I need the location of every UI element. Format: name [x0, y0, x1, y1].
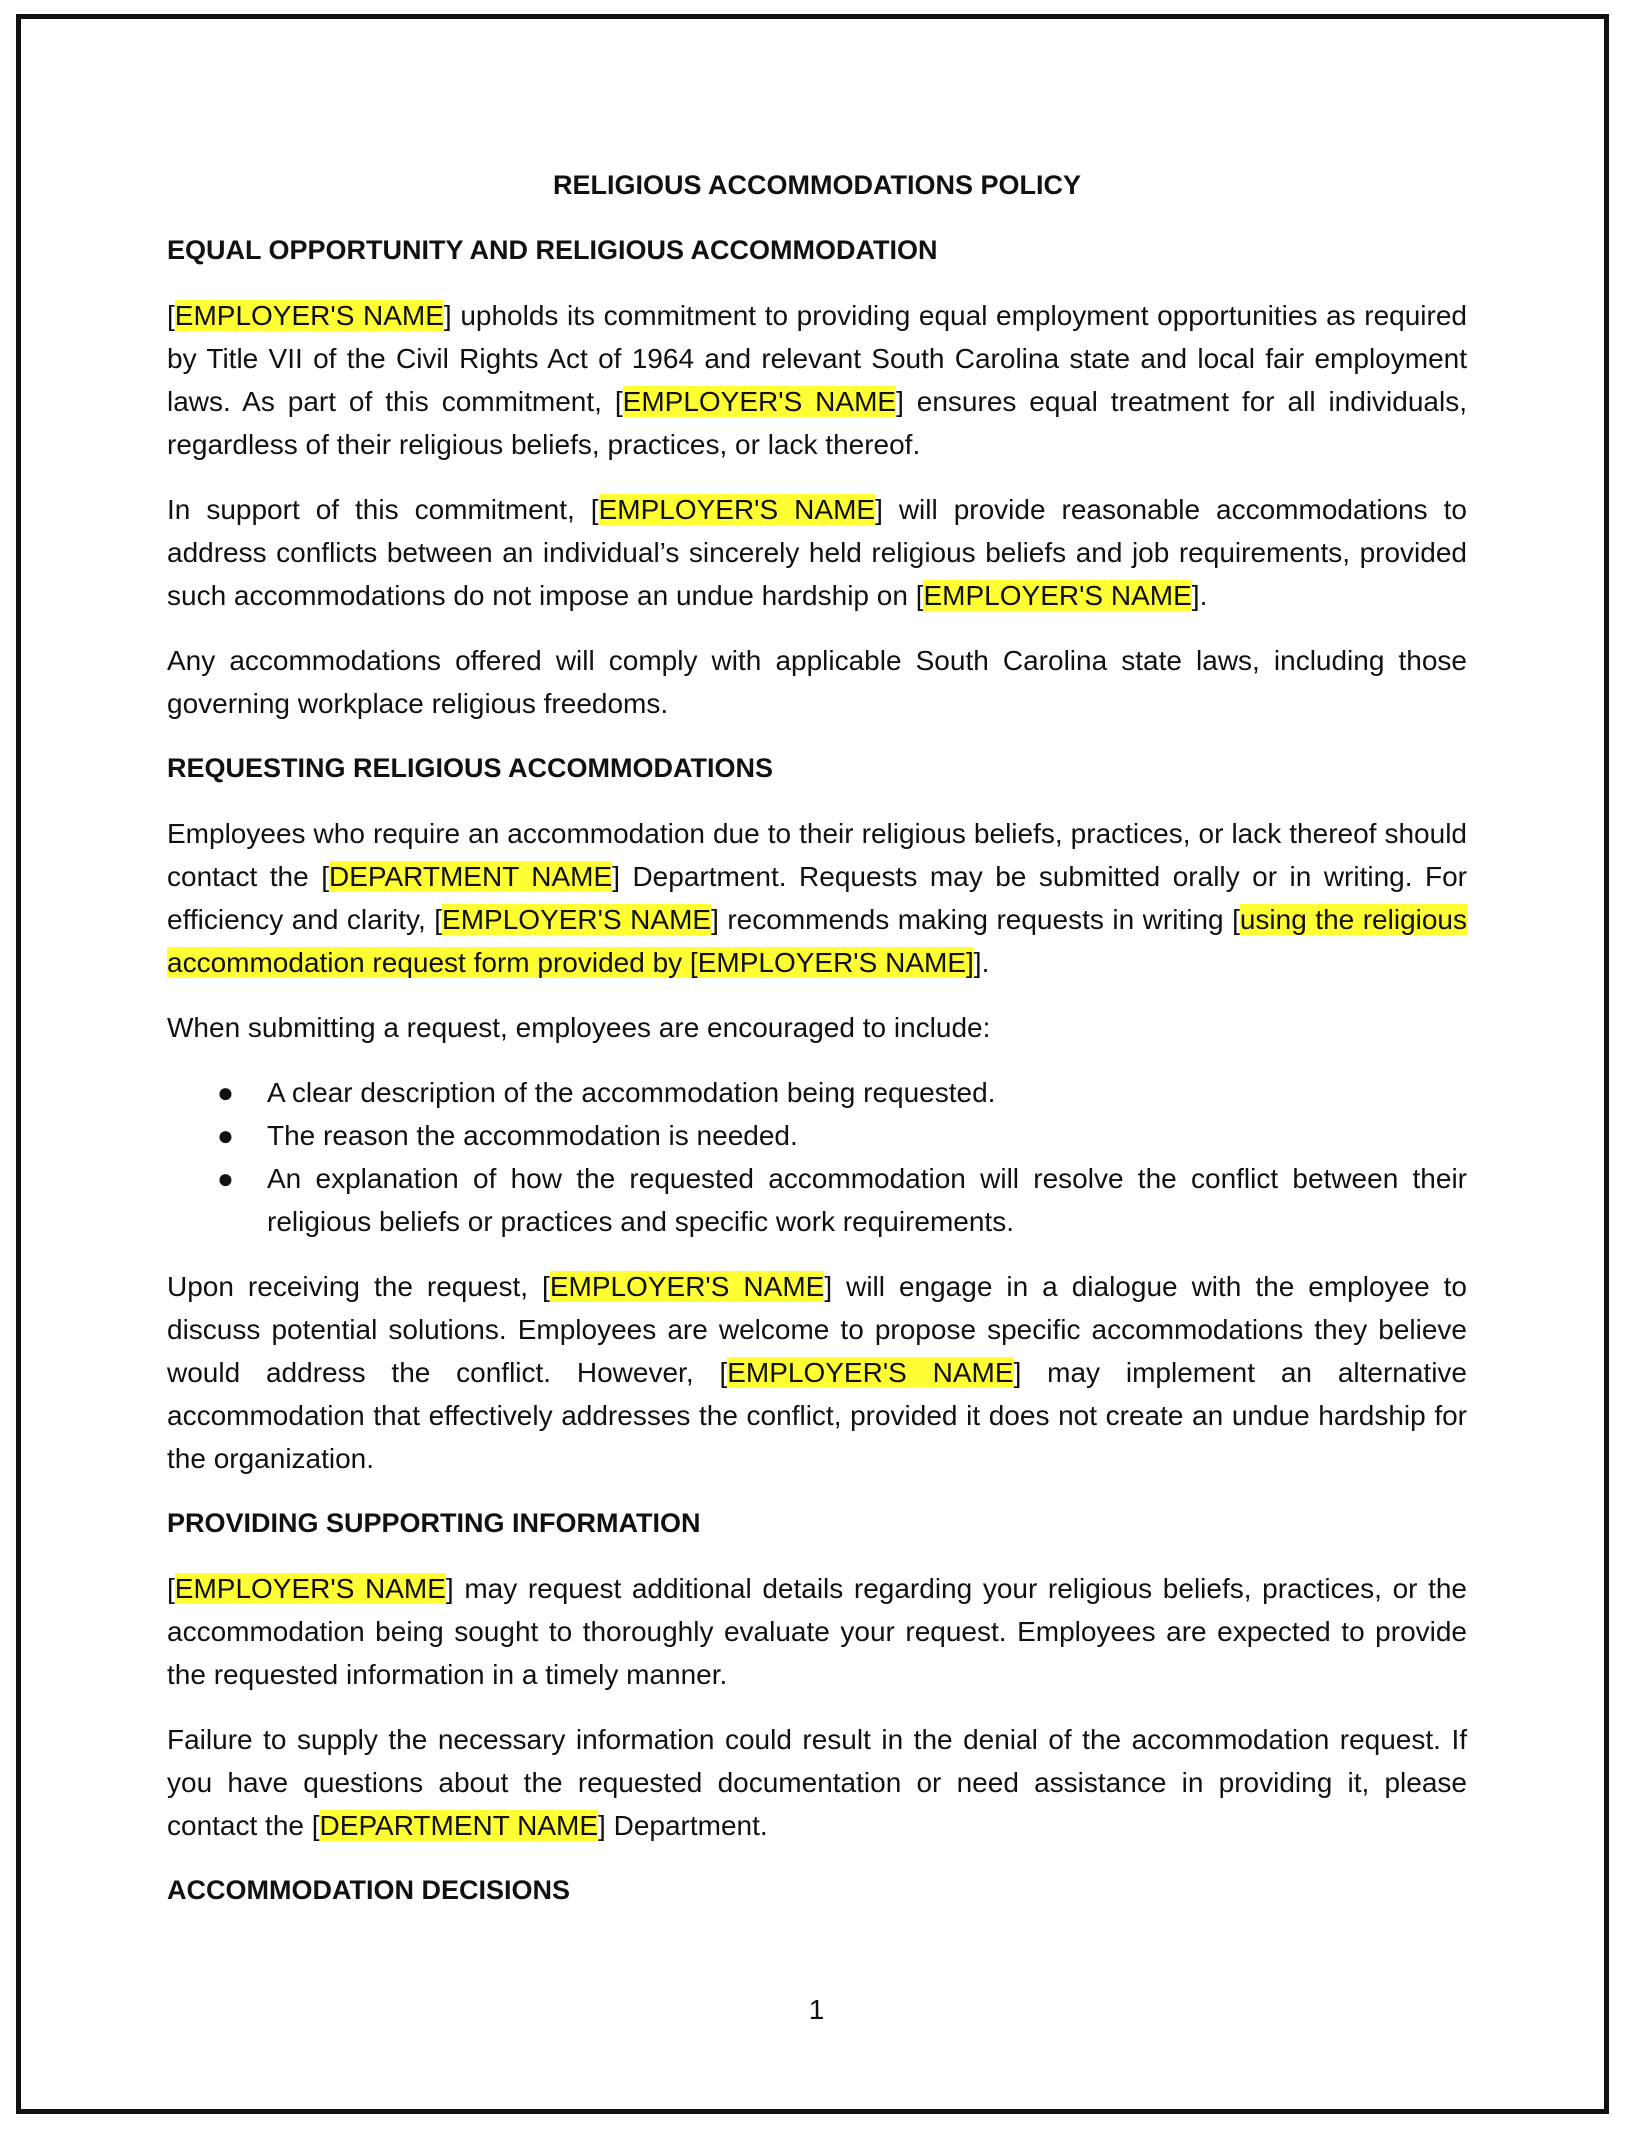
- placeholder-employer-name[interactable]: EMPLOYER'S NAME: [174, 1573, 446, 1604]
- placeholder-employer-name[interactable]: EMPLOYER'S NAME: [923, 580, 1192, 611]
- paragraph-commitment: [EMPLOYER'S NAME] upholds its commitment to providing equal employment opportunities as required by Title VII of the Civil Rights Act of 1964 and relevant South Carolina state and local fair employment laws. As part of this commitment, [EMPLOYER'S NAME] ensures equal treatment for all individuals, regardless of their religious beliefs, practices, or lack thereof.: [167, 300, 1468, 460]
- document-title: RELIGIOUS ACCOMMODATIONS POLICY: [552, 170, 1081, 200]
- paragraph-how-to-request: Employees who require an accommodation due to their religious beliefs, practices, or lack thereof should contact the [DEPARTMENT NAME] Department. Requests may be submitted orally or in writing. For efficiency and clarity, [EMPLOYER'S NAME] recommends making requests in writing [using the religious accommodation request form provided by [EMPLOYER'S NAME]].: [167, 818, 1468, 978]
- bullet-list: [167, 1071, 1467, 1243]
- list-item-text: The reason the accommodation is needed.: [267, 1120, 798, 1151]
- placeholder-department-name[interactable]: DEPARTMENT NAME: [319, 1810, 599, 1841]
- list-item-text: A clear description of the accommodation being requested.: [267, 1077, 996, 1108]
- placeholder-employer-name[interactable]: EMPLOYER'S NAME: [442, 904, 712, 935]
- paragraph-text: Department.: [605, 1810, 768, 1841]
- paragraph-text: .: [981, 947, 990, 978]
- paragraph-text: .: [1199, 580, 1208, 611]
- paragraph-reasonable-accommodations: In support of this commitment, [EMPLOYER'S NAME] will provide reasonable accommodations to address conflicts between an individual’s sincerely held religious beliefs and job requirements, provided such accommodations do not impose an undue hardship on [EMPLOYER'S NAME].: [167, 494, 1468, 611]
- paragraph-text: Department. Requests may be submitted orally or in writing. For efficiency and clarity,: [167, 861, 1468, 935]
- section-heading-requesting: REQUESTING RELIGIOUS ACCOMMODATIONS: [167, 753, 774, 783]
- placeholder-department-name[interactable]: DEPARTMENT NAME: [328, 861, 613, 892]
- paragraph-text: In support of this commitment,: [167, 494, 591, 525]
- placeholder-employer-name[interactable]: EMPLOYER'S NAME: [727, 1357, 1014, 1388]
- paragraph-text: Upon receiving the request,: [167, 1271, 543, 1302]
- list-item: [167, 1114, 1467, 1157]
- placeholder-employer-name[interactable]: EMPLOYER'S NAME: [598, 494, 876, 525]
- section-heading-accommodation-decisions: ACCOMMODATION DECISIONS: [167, 1875, 570, 1905]
- list-item: [167, 1157, 1467, 1243]
- paragraph-failure-to-supply: Failure to supply the necessary information could result in the denial of the accommodation request. If you have questions about the requested documentation or need assistance in providing it, please contact the [DEPARTMENT NAME] Department.: [167, 1724, 1467, 1841]
- paragraph-text: Failure to supply the necessary information could result in the denial of the accommodation request. If you have questions about the requested documentation or need assistance in providing it, please contact the: [167, 1724, 1467, 1841]
- section-heading-equal-opportunity: EQUAL OPPORTUNITY AND RELIGIOUS ACCOMMODATION: [167, 235, 938, 265]
- paragraph-text: upholds its commitment to providing equal employment opportunities as required by Title VII of the Civil Rights Act of 1964 and relevant South Carolina state and local fair employment laws. As part of this commitment,: [167, 300, 1468, 417]
- paragraph-text: ensures equal treatment for all individuals, regardless of their religious beliefs, practices, or lack thereof.: [167, 386, 1467, 460]
- paragraph-text: may request additional details regarding your religious beliefs, practices, or the accommodation being sought to thoroughly evaluate your request. Employees are expected to provide the requested information in a timely manner.: [167, 1573, 1468, 1690]
- paragraph-state-laws: Any accommodations offered will comply with applicable South Carolina state laws, including those governing workplace religious freedoms.: [167, 645, 1467, 719]
- paragraph-dialogue: Upon receiving the request, [EMPLOYER'S NAME] will engage in a dialogue with the employee to discuss potential solutions. Employees are welcome to propose specific accommodations they believe would address the conflict. However, [EMPLOYER'S NAME] may implement an alternative accommodation that effectively addresses the conflict, provided it does not create an undue hardship for the organization.: [167, 1271, 1468, 1474]
- paragraph-text: may implement an alternative accommodation that effectively addresses the conflict, provided it does not create an undue hardship for the organization.: [167, 1357, 1468, 1474]
- bullet-icon: ●: [217, 1163, 234, 1194]
- section-heading-supporting-information: PROVIDING SUPPORTING INFORMATION: [167, 1508, 701, 1538]
- list-item-text: An explanation of how the requested accommodation will resolve the conflict between their religious beliefs or practices and specific work requirements.: [267, 1163, 1467, 1237]
- paragraph-text: recommends making requests in writing: [718, 904, 1233, 935]
- placeholder-employer-name[interactable]: EMPLOYER'S NAME: [622, 386, 897, 417]
- bullet-icon: ●: [217, 1077, 234, 1108]
- placeholder-employer-name[interactable]: EMPLOYER'S NAME: [174, 300, 444, 331]
- paragraph-text: will provide reasonable accommodations to address conflicts between an individual’s sincerely held religious beliefs and job requirements, provided such accommodations do not impose an undue hardship on: [167, 494, 1468, 611]
- paragraph-request-contents-intro: When submitting a request, employees are encouraged to include:: [167, 1012, 991, 1043]
- placeholder-employer-name[interactable]: EMPLOYER'S NAME: [549, 1271, 825, 1302]
- paragraph-additional-details: [EMPLOYER'S NAME] may request additional details regarding your religious beliefs, practices, or the accommodation being sought to thoroughly evaluate your request. Employees are expected to provide the requested information in a timely manner.: [167, 1573, 1468, 1690]
- paragraph-text: Employees who require an accommodation due to their religious beliefs, practices, or lack thereof should contact the: [167, 818, 1467, 892]
- list-item: [167, 1071, 1467, 1114]
- placeholder-request-form[interactable]: using the religious accommodation request form provided by [EMPLOYER'S NAME]: [167, 904, 1468, 978]
- page-number: 1: [808, 1994, 825, 2025]
- document-body: [167, 164, 1467, 1934]
- bullet-icon: ●: [217, 1120, 234, 1151]
- paragraph-text: will engage in a dialogue with the employee to discuss potential solutions. Employees are welcome to propose specific accommodations they believe would address the conflict. However,: [167, 1271, 1468, 1388]
